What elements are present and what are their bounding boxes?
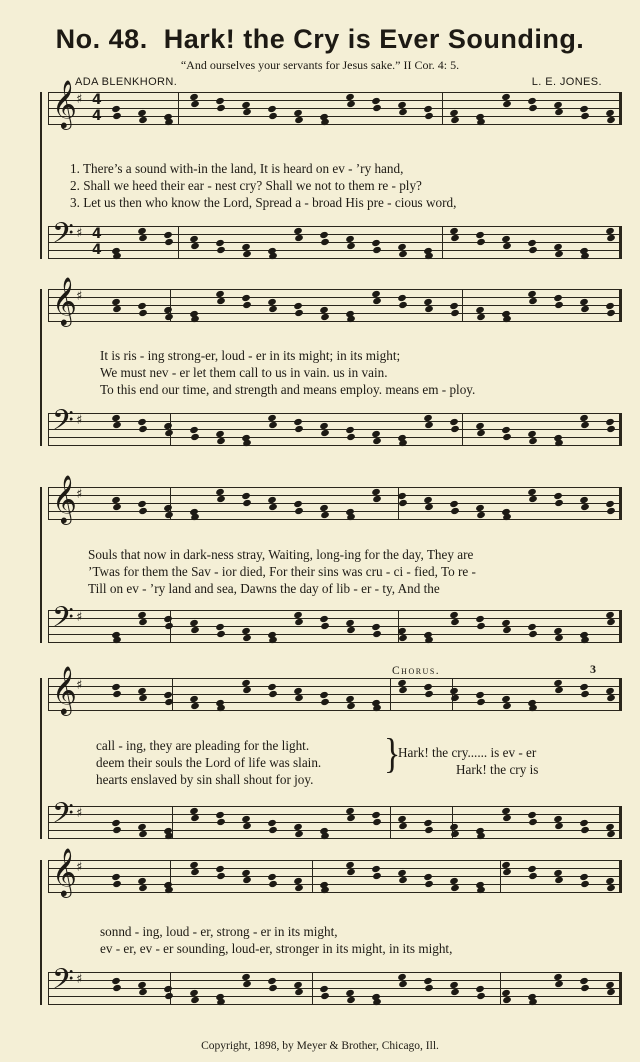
note-head (294, 830, 304, 838)
note-head (268, 984, 278, 992)
staff-line (48, 988, 622, 989)
note-head (190, 626, 200, 634)
barline (48, 610, 49, 643)
staff-line (48, 710, 622, 711)
note-head (216, 437, 226, 445)
note-head (450, 116, 460, 124)
note-head (606, 694, 616, 702)
note-head (554, 499, 564, 507)
note-head (372, 495, 382, 503)
note-head (320, 992, 330, 1000)
note-head (398, 301, 408, 309)
note-head (398, 980, 408, 988)
key-signature-icon: ♯ (76, 678, 83, 693)
note-head (606, 988, 616, 996)
barline (619, 972, 622, 1005)
note-head (580, 503, 590, 511)
note-head (242, 634, 252, 642)
note-head (528, 495, 538, 503)
barline (619, 487, 622, 520)
note-head (450, 425, 460, 433)
key-signature-icon: ♯ (76, 487, 83, 502)
note-head (450, 988, 460, 996)
note-head (216, 495, 226, 503)
staff-line (48, 892, 622, 893)
note-head (320, 238, 330, 246)
staff-line (48, 972, 622, 973)
note-head (138, 884, 148, 892)
note-head (450, 309, 460, 317)
note-head (554, 980, 564, 988)
note-head (372, 246, 382, 254)
note-head (346, 242, 356, 250)
staff-line (48, 519, 622, 520)
note-head (216, 630, 226, 638)
barline (500, 972, 501, 1005)
lyric-line: We must nev - er let them call to us in vain. us in vain. (100, 365, 388, 380)
note-head (138, 425, 148, 433)
note-head (528, 104, 538, 112)
note-head (112, 112, 122, 120)
barline (48, 678, 49, 711)
barline (619, 226, 622, 259)
note-head (554, 876, 564, 884)
note-head (164, 511, 174, 519)
note-head (112, 503, 122, 511)
barline (619, 678, 622, 711)
staff-line (48, 503, 622, 504)
note-head (112, 984, 122, 992)
note-head (398, 686, 408, 694)
key-signature-icon: ♯ (76, 226, 83, 241)
note-head (294, 309, 304, 317)
copyright-notice: Copyright, 1898, by Meyer & Brother, Chicago, Ill. (201, 1040, 439, 1052)
epigraph: “And ourselves your servants for Jesus sake.” II Cor. 4: 5. (180, 58, 460, 72)
note-head (242, 108, 252, 116)
bass-staff (48, 963, 622, 1005)
note-head (138, 309, 148, 317)
note-head (398, 822, 408, 830)
note-head (294, 988, 304, 996)
note-head (476, 313, 486, 321)
treble-staff (48, 276, 622, 325)
note-head (242, 686, 252, 694)
barline (48, 226, 49, 259)
barline (178, 92, 179, 125)
lyric-line: Souls that now in dark-ness stray, Waiting, long-ing for the day, They are (88, 547, 474, 562)
note-head (190, 868, 200, 876)
barline (442, 226, 443, 259)
note-head (554, 686, 564, 694)
note-head (112, 421, 122, 429)
note-head (138, 234, 148, 242)
note-head (528, 630, 538, 638)
note-head (268, 690, 278, 698)
key-signature-icon: ♯ (76, 806, 83, 821)
note-head (450, 830, 460, 838)
staff-line (48, 487, 622, 488)
note-head (112, 690, 122, 698)
key-signature-icon: ♯ (76, 610, 83, 625)
note-head (502, 242, 512, 250)
note-head (242, 250, 252, 258)
note-head (346, 996, 356, 1004)
treble-clef-icon: 𝄞 (52, 276, 77, 325)
note-head (502, 433, 512, 441)
note-head (320, 429, 330, 437)
note-head (242, 499, 252, 507)
barline (48, 972, 49, 1005)
time-signature-top: 4 (92, 92, 102, 108)
note-head (450, 618, 460, 626)
note-head (372, 630, 382, 638)
lyric-line: It is ris - ing strong-er, loud - er in its might; in its might; (100, 348, 401, 363)
staff-line (48, 413, 622, 414)
barline (619, 806, 622, 839)
note-head (528, 872, 538, 880)
note-head (164, 622, 174, 630)
note-head (476, 429, 486, 437)
system-bracket (40, 678, 46, 839)
note-head (320, 313, 330, 321)
key-signature-icon: ♯ (76, 289, 83, 304)
lyric-line: deem their souls the Lord of life was slain. (96, 755, 322, 770)
staff-line (48, 1004, 622, 1005)
verse-bracket: } (384, 731, 401, 778)
barline (48, 92, 49, 125)
note-head (450, 694, 460, 702)
note-head (476, 511, 486, 519)
note-head (606, 116, 616, 124)
bass-clef-icon: 𝄢 (52, 217, 74, 257)
staff-line (48, 321, 622, 322)
note-head (164, 429, 174, 437)
time-signature-top: 4 (92, 226, 102, 242)
barline (619, 413, 622, 446)
staff-line (48, 860, 622, 861)
note-head (294, 234, 304, 242)
note-head (502, 626, 512, 634)
barline (619, 860, 622, 893)
lyric-line: 3. Let us then who know the Lord, Spread a - broad His pre - cious word, (70, 195, 457, 210)
lyric-line: Till on ev - ’ry land and sea, Dawns the day of lib - er - ty, And the (88, 581, 440, 596)
note-head (138, 988, 148, 996)
barline (619, 610, 622, 643)
note-head (580, 690, 590, 698)
barline (462, 289, 463, 322)
note-head (398, 108, 408, 116)
note-head (216, 872, 226, 880)
time-signature-bottom: 4 (92, 108, 102, 124)
note-head (424, 305, 434, 313)
bass-staff (48, 404, 622, 446)
note-head (580, 112, 590, 120)
lyric-line: hearts enslaved by sin shall shout for joy. (96, 772, 314, 787)
staff-line (48, 838, 622, 839)
note-head (528, 818, 538, 826)
barline (48, 289, 49, 322)
note-head (398, 499, 408, 507)
note-head (268, 305, 278, 313)
note-head (606, 234, 616, 242)
note-head (580, 421, 590, 429)
note-head (138, 694, 148, 702)
note-head (424, 690, 434, 698)
note-head (190, 702, 200, 710)
note-head (268, 112, 278, 120)
staff-line (48, 124, 622, 125)
note-head (138, 618, 148, 626)
bass-clef-icon: 𝄢 (52, 963, 74, 1003)
note-head (554, 301, 564, 309)
note-head (320, 698, 330, 706)
lyric-line: 1. There’s a sound with-in the land, It is heard on ev - ’ry hand, (70, 161, 404, 176)
note-head (528, 437, 538, 445)
note-head (268, 421, 278, 429)
note-head (190, 242, 200, 250)
staff-line (48, 642, 622, 643)
note-head (502, 702, 512, 710)
note-head (216, 246, 226, 254)
note-head (346, 868, 356, 876)
note-head (450, 507, 460, 515)
lyric-line: ev - er, ev - er sounding, loud-er, stronger in its might, in its might, (100, 941, 453, 956)
note-head (554, 250, 564, 258)
note-head (398, 876, 408, 884)
barline (619, 92, 622, 125)
key-signature-icon: ♯ (76, 413, 83, 428)
note-head (606, 884, 616, 892)
chorus-lyric-line: Hark! the cry is (456, 762, 539, 777)
barline (48, 487, 49, 520)
note-head (320, 622, 330, 630)
note-head (346, 702, 356, 710)
note-head (294, 507, 304, 515)
bass-staff (48, 797, 622, 839)
hymn-title: Hark! the Cry is Ever Sounding. (163, 24, 585, 54)
note-head (502, 996, 512, 1004)
note-head (398, 634, 408, 642)
bass-clef-icon: 𝄢 (52, 601, 74, 641)
treble-staff (48, 847, 622, 896)
time-signature (92, 226, 102, 258)
note-head (112, 305, 122, 313)
key-signature-icon: ♯ (76, 860, 83, 875)
note-head (424, 112, 434, 120)
staff-line (48, 116, 622, 117)
hymn-title-line (0, 24, 640, 55)
note-head (242, 822, 252, 830)
note-head (346, 100, 356, 108)
lyric-line: sonnd - ing, loud - er, strong - er in its might, (100, 924, 338, 939)
note-head (398, 250, 408, 258)
note-head (268, 503, 278, 511)
staff-line (48, 806, 622, 807)
measure-number: 3 (590, 662, 596, 676)
note-head (606, 830, 616, 838)
note-head (502, 814, 512, 822)
note-head (112, 880, 122, 888)
note-head (424, 421, 434, 429)
note-head (320, 511, 330, 519)
note-head (164, 313, 174, 321)
note-head (606, 618, 616, 626)
note-head (372, 437, 382, 445)
note-head (294, 884, 304, 892)
note-head (216, 104, 226, 112)
note-head (138, 830, 148, 838)
note-head (190, 433, 200, 441)
note-head (476, 622, 486, 630)
staff-line (48, 610, 622, 611)
note-head (242, 301, 252, 309)
staff-line (48, 511, 622, 512)
key-signature-icon: ♯ (76, 972, 83, 987)
note-head (346, 814, 356, 822)
system-bracket (40, 860, 46, 1005)
note-head (372, 104, 382, 112)
chorus-label: Chorus. (392, 665, 441, 677)
note-head (502, 100, 512, 108)
bass-clef-icon: 𝄢 (52, 797, 74, 837)
note-head (294, 694, 304, 702)
note-head (216, 818, 226, 826)
note-head (190, 100, 200, 108)
note-head (346, 626, 356, 634)
staff-line (48, 445, 622, 446)
key-signature-icon: ♯ (76, 92, 83, 107)
note-head (528, 246, 538, 254)
staff-line (48, 258, 622, 259)
note-head (294, 618, 304, 626)
staff-line (48, 678, 622, 679)
note-head (164, 238, 174, 246)
lyric-line: 2. Shall we heed their ear - nest cry? Shall we not to them re - ply? (70, 178, 422, 193)
barline (619, 289, 622, 322)
staff-line (48, 313, 622, 314)
note-head (554, 108, 564, 116)
system-bracket (40, 289, 46, 446)
bass-clef-icon: 𝄢 (52, 404, 74, 444)
staff-line (48, 226, 622, 227)
lyric-line: call - ing, they are pleading for the light. (96, 738, 310, 753)
staff-line (48, 289, 622, 290)
staff-line (48, 830, 622, 831)
staff-line (48, 618, 622, 619)
note-head (216, 297, 226, 305)
staff-line (48, 421, 622, 422)
staff-line (48, 234, 622, 235)
lyric-line: To this end our time, and strength and means employ. means em - ploy. (100, 382, 476, 397)
note-head (424, 503, 434, 511)
staff-line (48, 429, 622, 430)
note-head (346, 433, 356, 441)
treble-clef-icon: 𝄞 (52, 474, 77, 523)
note-head (372, 297, 382, 305)
barline (312, 972, 313, 1005)
barline (48, 860, 49, 893)
note-head (424, 984, 434, 992)
note-head (242, 876, 252, 884)
note-head (528, 297, 538, 305)
note-head (606, 309, 616, 317)
staff-line (48, 980, 622, 981)
treble-clef-icon: 𝄞 (52, 847, 77, 896)
bass-staff (48, 217, 622, 259)
lyric-line: ’Twas for them the Sav - ior died, For their sins was cru - ci - fied, To re - (88, 564, 476, 579)
staff-line (48, 686, 622, 687)
barline (390, 678, 391, 711)
note-head (268, 880, 278, 888)
system-bracket (40, 487, 46, 643)
staff-line (48, 884, 622, 885)
note-head (554, 822, 564, 830)
barline (462, 413, 463, 446)
chorus-lyric-line: Hark! the cry...... is ev - er (398, 745, 537, 760)
system-bracket (40, 92, 46, 259)
note-head (450, 884, 460, 892)
note-head (450, 234, 460, 242)
barline (178, 226, 179, 259)
note-head (580, 305, 590, 313)
note-head (476, 238, 486, 246)
note-head (294, 425, 304, 433)
note-head (190, 996, 200, 1004)
note-head (268, 826, 278, 834)
staff-line (48, 305, 622, 306)
note-head (164, 992, 174, 1000)
note-head (606, 425, 616, 433)
note-head (502, 868, 512, 876)
note-head (424, 826, 434, 834)
note-head (242, 980, 252, 988)
bass-staff (48, 601, 622, 643)
author-credit: ADA BLENKHORN. (75, 76, 178, 88)
barline (48, 806, 49, 839)
note-head (580, 984, 590, 992)
note-head (294, 116, 304, 124)
note-head (138, 116, 148, 124)
treble-clef-icon: 𝄞 (52, 665, 77, 714)
note-head (554, 634, 564, 642)
time-signature-bottom: 4 (92, 242, 102, 258)
staff-line (48, 92, 622, 93)
note-head (112, 826, 122, 834)
note-head (372, 818, 382, 826)
time-signature (92, 92, 102, 124)
staff-line (48, 694, 622, 695)
note-head (476, 992, 486, 1000)
treble-staff (48, 474, 622, 523)
note-head (606, 507, 616, 515)
barline (390, 806, 391, 839)
note-head (190, 814, 200, 822)
barline (442, 92, 443, 125)
hymn-number: No. 48. (55, 24, 148, 54)
note-head (476, 698, 486, 706)
note-head (372, 872, 382, 880)
note-head (424, 880, 434, 888)
barline (312, 860, 313, 893)
note-head (138, 507, 148, 515)
composer-credit: L. E. JONES. (531, 76, 602, 88)
barline (48, 413, 49, 446)
note-head (580, 880, 590, 888)
treble-clef-icon: 𝄞 (52, 79, 77, 128)
note-head (580, 826, 590, 834)
